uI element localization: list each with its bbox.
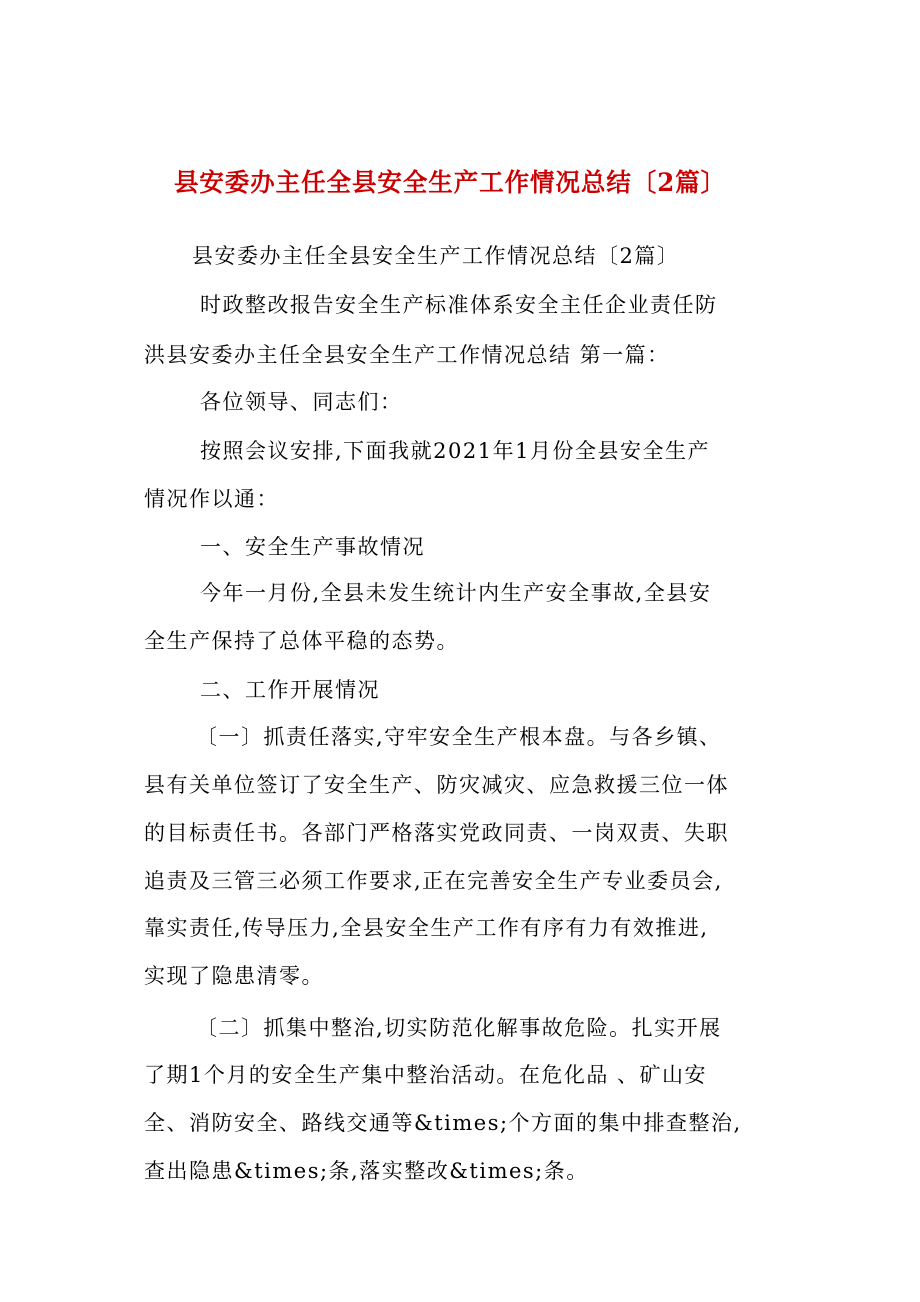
paragraph-line: 了期1个月的安全生产集中整治活动。在危化品 、矿山安 <box>144 1063 708 1087</box>
paragraph-line: 今年一月份,全县未发生统计内生产安全事故,全县安 <box>200 581 712 605</box>
paragraph-line: 时政整改报告安全生产标准体系安全主任企业责任防 <box>200 293 718 317</box>
paragraph-line: 查出隐患&times;条,落实整改&times;条。 <box>144 1159 589 1183</box>
paragraph-line: 靠实责任,传导压力,全县安全生产工作有序有力有效推进, <box>144 916 709 940</box>
paragraph-line: 〔二〕抓集中整治,切实防范化解事故危险。扎实开展 <box>196 1016 722 1040</box>
paragraph-line: 的目标责任书。各部门严格落实党政同责、一岗双责、失职 <box>144 821 729 845</box>
paragraph-line: 全、消防安全、路线交通等&times;个方面的集中排查整治, <box>144 1111 742 1135</box>
paragraph-line: 县安委办主任全县安全生产工作情况总结〔2篇〕 <box>192 244 680 268</box>
section-heading: 一、安全生产事故情况 <box>200 535 425 559</box>
paragraph-line: 各位领导、同志们： <box>200 390 403 414</box>
paragraph-line: 按照会议安排,下面我就2021年1月份全县安全生产 <box>200 439 710 463</box>
document-title: 县安委办主任全县安全生产工作情况总结〔2篇〕 <box>173 168 727 197</box>
paragraph-line: 洪县安委办主任全县安全生产工作情况总结 第一篇： <box>144 343 670 367</box>
paragraph-line: 县有关单位签订了安全生产、防灾减灾、应急救援三位一体 <box>144 773 729 797</box>
paragraph-line: 〔一〕抓责任落实,守牢安全生产根本盘。与各乡镇、 <box>196 725 722 749</box>
paragraph-line: 追责及三管三必须工作要求,正在完善安全生产专业委员会, <box>144 869 723 893</box>
section-heading: 二、工作开展情况 <box>200 678 380 702</box>
paragraph-line: 情况作以通： <box>144 487 279 511</box>
paragraph-line: 全生产保持了总体平稳的态势。 <box>144 629 459 653</box>
paragraph-line: 实现了隐患清零。 <box>144 964 324 988</box>
